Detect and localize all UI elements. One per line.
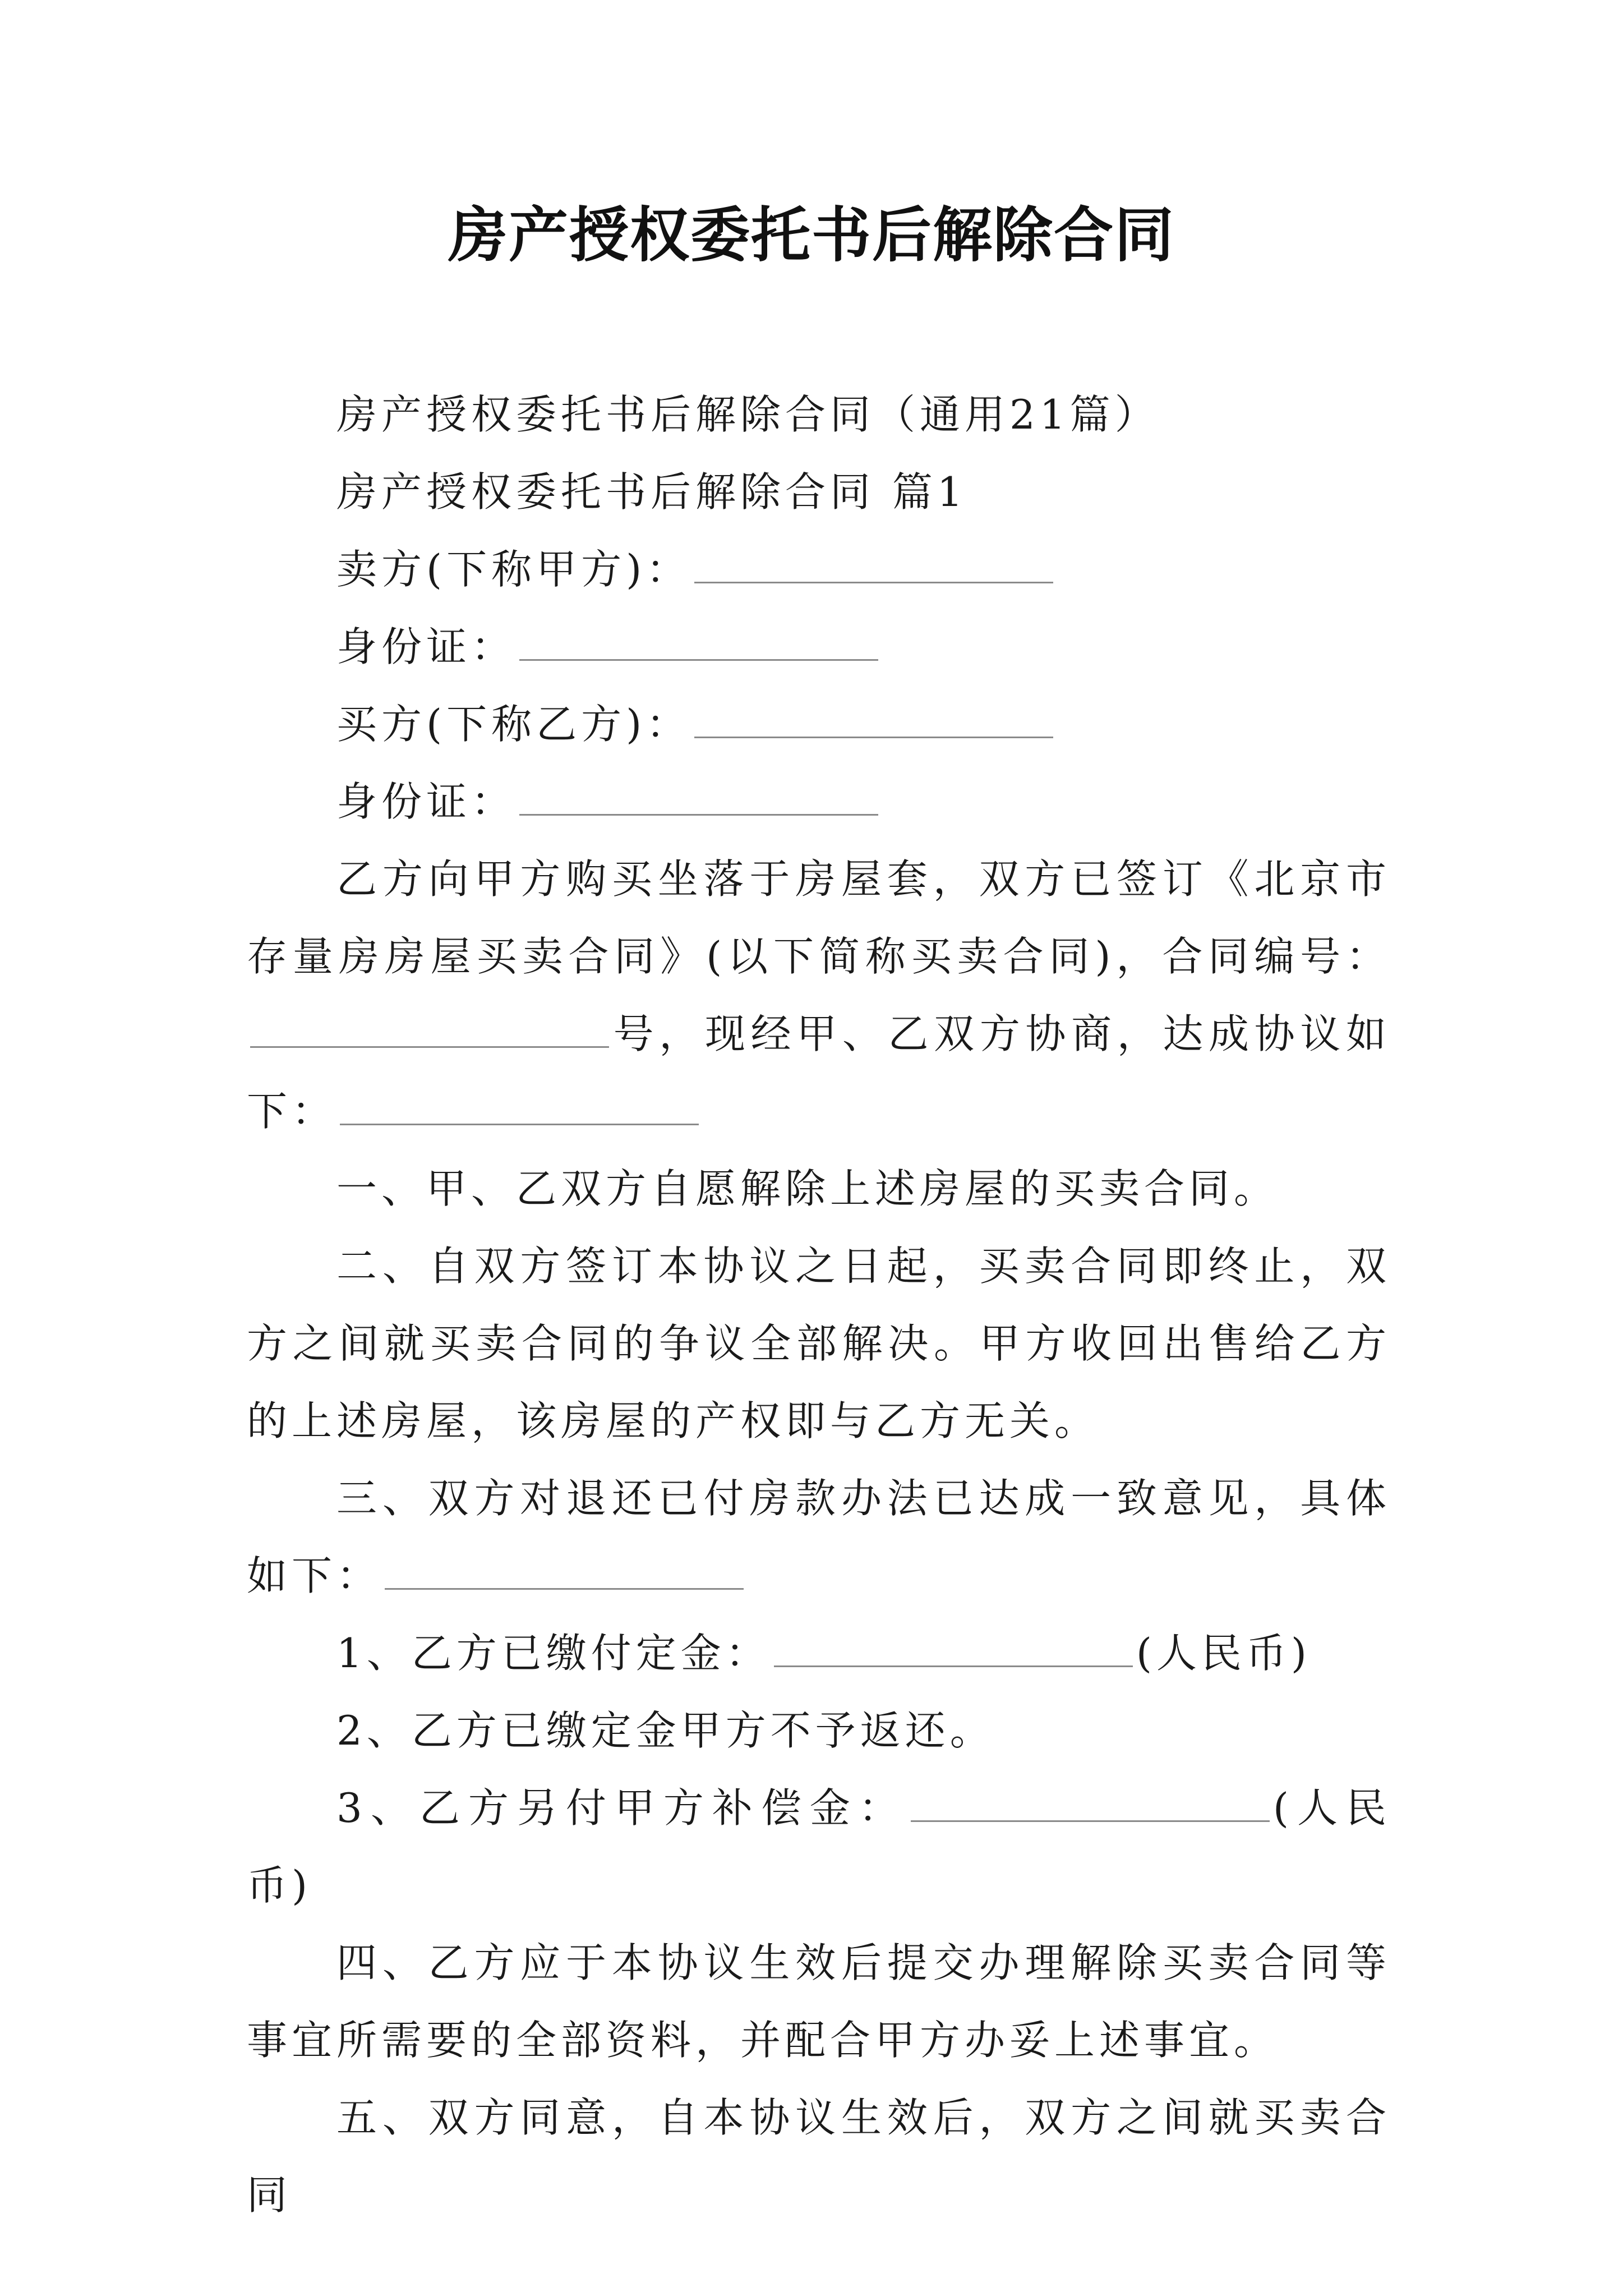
paragraph-subtitle: 房产授权委托书后解除合同（通用21篇） [336,391,1160,438]
paragraph-clause-1: 一、甲、乙双方自愿解除上述房屋的买卖合同。 [336,1165,1279,1212]
paragraph-clause-4: 四、乙方应于本协议生效后提交办理解除买卖合同等事宜所需要的全部资料，并配合甲方办妥上述事宜。 [247,1939,1391,2064]
blank-line [694,541,1053,583]
paragraph-buyer-id: 身份证： [247,763,1391,840]
document-title: 房产授权委托书后解除合同 [448,201,1175,270]
blank-line [694,696,1053,738]
paragraph-item-2: 2、乙方已缴定金甲方不予返还。 [336,1707,995,1754]
blank-line [340,1083,699,1125]
paragraph-buyer: 买方(下称乙方)： [247,685,1391,763]
paragraph-item-1: 1、乙方已缴付定金： (人民币) [247,1614,1391,1692]
blank-line [385,1548,744,1590]
blank-line [519,619,878,661]
blank-line [911,1780,1270,1822]
paragraph-section-heading: 房产授权委托书后解除合同 篇1 [336,468,967,516]
blank-line [250,1006,609,1048]
paragraph-clause-5: 五、双方同意，自本协议生效后，双方之间就买卖合同 [247,2094,1391,2219]
paragraph-intro: 乙方向甲方购买坐落于房屋套，双方已签订《北京市存量房房屋买卖合同》(以下简称买卖合同)，合同编号：号，现经甲、乙双方协商，达成协议如下： [247,855,1391,1135]
blank-line [519,774,878,816]
paragraph-seller-id: 身份证： [247,608,1391,685]
paragraph-clause-2: 二、自双方签订本协议之日起，买卖合同即终止，双方之间就买卖合同的争议全部解决。甲方收回出售给乙方的上述房屋，该房屋的产权即与乙方无关。 [247,1243,1391,1444]
paragraph-clause-3: 三、双方对退还已付房款办法已达成一致意见，具体如下： [247,1475,1391,1599]
blank-line [774,1625,1133,1667]
document-body [247,376,1391,2234]
paragraph-item-3: 3、乙方另付甲方补偿金： (人民币) [247,1769,1391,1924]
paragraph-seller: 卖方(下称甲方)： [247,531,1391,608]
